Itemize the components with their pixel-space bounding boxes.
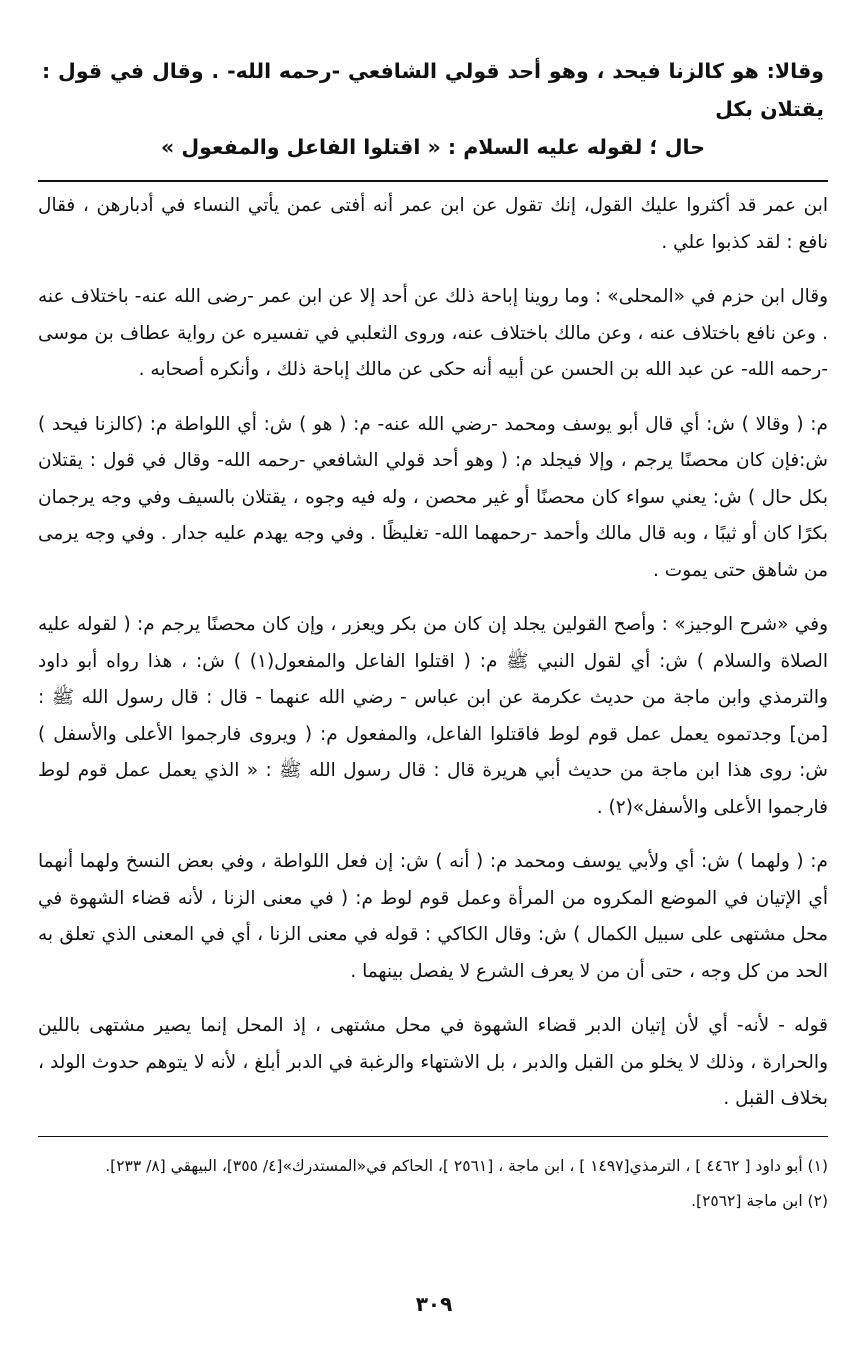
footnote-1: (١) أبو داود [ ٤٤٦٢ ] ، الترمذي[١٤٩٧ ] ، ابن ماجة ، [٢٥٦١ ]، الحاكم في«المستدرك»[٤/ ٣٥٥]، البيهقي [٨/ ٢٣٣]. (105, 1156, 828, 1175)
commentary-paragraph-1: ابن عمر قد أكثروا عليك القول، إنك تقول عن ابن عمر أنه أفتى عمن يأتي النساء في أدبارهن ، فقال نافع : لقد كذبوا علي . (38, 195, 828, 253)
footnote-separator-rule (38, 1136, 828, 1137)
footnote-2: (٢) ابن ماجة [٢٥٦٢]. (691, 1191, 828, 1210)
matn-text (38, 52, 828, 166)
matn-line-1: وقالا: هو كالزنا فيحد ، وهو أحد قولي الشافعي -رحمه الله- . وقال في قول : يقتلان بكل (42, 59, 824, 121)
commentary-paragraph-4: وفي «شرح الوجيز» : وأصح القولين يجلد إن كان من بكر ويعزر ، وإن كان محصنًا يرجم م: ( لقوله عليه الصلاة والسلام ) ش: أي لقول النبي ﷺ م: ( اقتلوا الفاعل والمفعول(١) ) ش: ، هذا رواه أبو داود والترمذي وابن ماجة من حديث عكرمة عن ابن عباس - رضي الله عنهما - قال : قال رسول الله ﷺ : [من] وجدتموه يعمل عمل قوم لوط فاقتلوا الفاعل، والمفعول م: ( ويروى فارجموا الأعلى والأسفل ) ش: روى هذا ابن ماجة من حديث أبي هريرة قال : قال رسول الله ﷺ : « الذي يعمل عمل قوم لوط فارجموا الأعلى والأسفل»(٢) . (38, 614, 829, 818)
matn-line-2: حال ؛ لقوله عليه السلام : « اقتلوا الفاعل والمفعول » (160, 135, 705, 159)
commentary-paragraph-2: وقال ابن حزم في «المحلى» : وما روينا إباحة ذلك عن أحد إلا عن ابن عمر -رضى الله عنه- باختلاف عنه . وعن نافع باختلاف عنه ، وعن مالك باختلاف عنه، وروى الثعلبي في تفسيره عن رواية عطاف بن موسى -رحمه الله- عن عبد الله بن الحسن عن أبيه أنه حكى عن مالك إباحة ذلك ، وأنكره أصحابه . (38, 286, 828, 380)
commentary-paragraph-3: م: ( وقالا ) ش: أي قال أبو يوسف ومحمد -رضي الله عنه- م: ( هو ) ش: أي اللواطة م: (كالزنا فيحد ) ش:فإن كان محصنًا يرجم ، وإلا فيجلد م: ( وهو أحد قولي الشافعي -رحمه الله- وقال في قول : يقتلان بكل حال ) ش: يعني سواء كان محصنًا أو غير محصن ، وله فيه وجوه ، يقتلان بالسيف وفي وجه يرجمان بكرًا كان أو ثيبًا ، وبه قال مالك وأحمد -رحمهما الله- تغليظًا . وفي وجه يهدم عليه جدار . وفي وجه يرمى من شاهق حتى يموت . (38, 413, 828, 581)
matn-separator-rule (38, 180, 828, 182)
page-number: ٣٠٩ (415, 1292, 453, 1316)
commentary-paragraph-6: قوله - لأنه- أي لأن إتيان الدبر قضاء الشهوة في محل مشتهى ، إذ المحل إنما يصير مشتهى باللين والحرارة ، وذلك لا يخلو من القبل والدبر ، بل الاشتهاء والرغبة في الدبر أبلغ ، لأنه لا يتوهم حدوث الولد ، بخلاف القبل . (38, 1015, 828, 1109)
page-content (38, 52, 828, 1221)
commentary-paragraph-5: م: ( ولهما ) ش: أي ولأبي يوسف ومحمد م: ( أنه ) ش: إن فعل اللواطة ، وفي بعض النسخ ولهما أنهما أي الإتيان في الموضع المكروه من المرأة وعمل قوم لوط م: ( في معنى الزنا ، لأنه قضاء الشهوة في محل مشتهى على سبيل الكمال ) ش: وقال الكاكي : قوله في معنى الزنا ، أي في المعنى الذي تعلق به الحد من كل وجه ، حتى أن من لا يعرف الشرع لا يفصل بينهما . (38, 851, 828, 982)
